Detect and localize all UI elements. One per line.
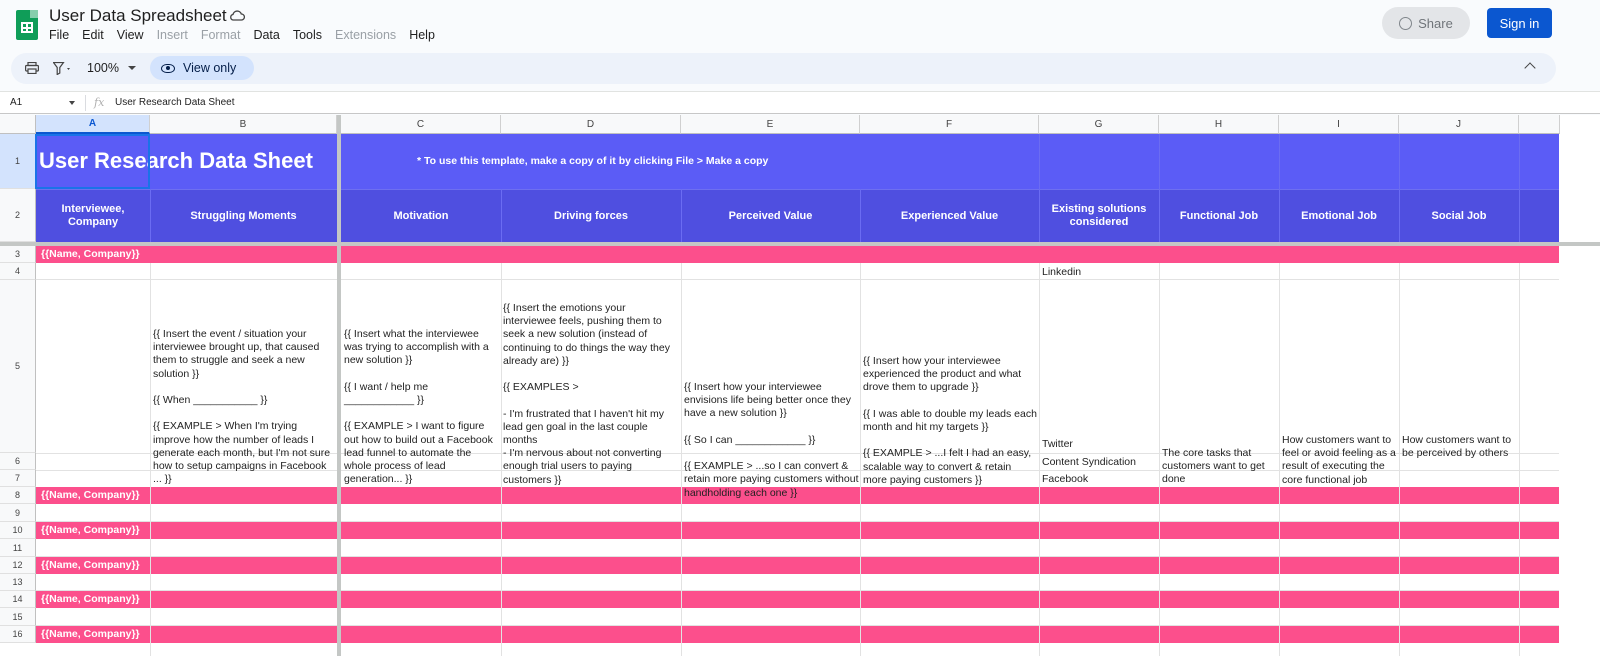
sheets-logo-icon[interactable]: [16, 10, 38, 40]
row-header-16[interactable]: 16: [0, 626, 36, 643]
cloud-saved-icon[interactable]: [229, 10, 245, 21]
menu-help[interactable]: Help: [409, 28, 435, 42]
column-header-d[interactable]: D: [501, 115, 681, 134]
row-header-9[interactable]: 9: [0, 504, 36, 522]
view-only-button[interactable]: [150, 56, 254, 80]
gridline: [36, 556, 1559, 557]
existing-solution-cell[interactable]: Facebook: [1042, 473, 1089, 485]
name-company-cell[interactable]: {{Name, Company}}: [41, 559, 140, 571]
row-header-7[interactable]: 7: [0, 470, 36, 487]
menu-bar: [49, 28, 448, 42]
perceived-value-cell[interactable]: {{ Insert how your interviewee envisions life being better once they have a new solution }} {{ So I can ____________ }} {{ EXAMPLE > ...so I can convert & retain more paying customers without handholding each one }}: [684, 381, 859, 499]
menu-tools[interactable]: Tools: [292, 28, 323, 42]
column-header-a[interactable]: A: [36, 115, 150, 134]
row-header-2[interactable]: 2: [0, 189, 36, 242]
column-header-k[interactable]: [1519, 115, 1560, 134]
toolbar: [11, 53, 1556, 84]
menu-edit[interactable]: Edit: [82, 28, 104, 42]
eye-icon: [161, 64, 175, 73]
experienced-value-cell[interactable]: {{ Insert how your interviewee experienced the product and what drove them to upgrade }} {{ I was able to double my leads each month and hit my targets }} {{ EXAMPLE > ...I felt I had an easy, scalable way to convert & retain more paying customers }}: [863, 355, 1037, 486]
header-social-job[interactable]: Social Job: [1431, 209, 1487, 222]
row-header-3[interactable]: 3: [0, 246, 36, 263]
header-existing-solutions[interactable]: Existing solutions considered: [1051, 203, 1147, 228]
name-row-band: [36, 626, 1559, 643]
menu-data[interactable]: Data: [253, 28, 280, 42]
collapse-menus-icon[interactable]: [1524, 62, 1535, 73]
select-all-corner[interactable]: [0, 115, 36, 134]
print-icon[interactable]: [25, 62, 39, 74]
gridline: [1039, 263, 1040, 656]
sign-in-button[interactable]: Sign in: [1487, 8, 1552, 38]
row-header-14[interactable]: 14: [0, 591, 36, 608]
gridline: [681, 263, 682, 656]
column-header-j[interactable]: J: [1399, 115, 1519, 134]
gridline: [860, 263, 861, 656]
row-header-8[interactable]: 8: [0, 487, 36, 504]
fx-icon: fx: [94, 96, 105, 109]
header-functional-job[interactable]: Functional Job: [1179, 209, 1259, 222]
existing-solution-cell[interactable]: Linkedin: [1042, 266, 1082, 278]
formula-input[interactable]: User Research Data Sheet: [115, 97, 235, 108]
menu-extensions[interactable]: Extensions: [335, 28, 397, 42]
name-row-band: [36, 246, 1559, 263]
header-motivation[interactable]: Motivation: [393, 209, 449, 222]
document-title[interactable]: User Data Spreadsheet: [49, 6, 227, 25]
formula-separator: [85, 95, 86, 111]
header-interviewee[interactable]: Interviewee, Company: [61, 203, 125, 228]
name-company-cell[interactable]: {{Name, Company}}: [41, 524, 140, 536]
gridline: [150, 263, 151, 656]
motivation-cell[interactable]: {{ Insert what the interviewee was trying to accomplish with a new solution }} {{ I want / help me ____________ }} {{ EXAMPLE > I want to figure out how to build out a Facebook lead funnel to automate the whole process of lead generation... }}: [344, 328, 493, 486]
emotional-job-cell[interactable]: How customers want to feel or avoid feeling as a result of executing the core functional job: [1282, 434, 1396, 486]
column-header-i[interactable]: I: [1279, 115, 1399, 134]
share-button[interactable]: [1382, 7, 1470, 39]
zoom-dropdown-icon[interactable]: [128, 66, 136, 70]
social-job-cell[interactable]: How customers want to be perceived by others: [1402, 434, 1512, 460]
name-box-dropdown-icon[interactable]: [69, 101, 75, 105]
gridline: [36, 625, 1559, 626]
header-emotional-job[interactable]: Emotional Job: [1301, 209, 1377, 222]
struggling-moments-cell[interactable]: {{ Insert the event / situation your interviewee brought up, that caused them to struggle and seek a new solution }} {{ When ___________ }} {{ EXAMPLE > When I'm trying improve how the number of leads I generate each month, but I'm not sure how to setup campaigns in Facebook ... }}: [153, 328, 331, 486]
copy-template-note[interactable]: * To use this template, make a copy of it by clicking File > Make a copy: [417, 155, 769, 167]
row-header-4[interactable]: 4: [0, 263, 36, 280]
name-row-band: [36, 591, 1559, 608]
row-header-1[interactable]: 1: [0, 134, 36, 189]
filter-icon[interactable]: [53, 62, 73, 75]
name-row-band: [36, 522, 1559, 539]
gridline: [501, 263, 502, 656]
gridline: [36, 590, 1559, 591]
gridline: [1519, 134, 1520, 243]
view-only-label: View only: [183, 61, 237, 75]
row-header-10[interactable]: 10: [0, 522, 36, 539]
existing-solution-cell[interactable]: Twitter: [1042, 438, 1073, 450]
header-perceived-value[interactable]: Perceived Value: [728, 209, 813, 222]
sheet-title-cell[interactable]: User Research Data Sheet: [39, 148, 313, 173]
row-header-6[interactable]: 6: [0, 453, 36, 470]
column-header-e[interactable]: E: [681, 115, 860, 134]
row-header-11[interactable]: 11: [0, 539, 36, 557]
column-header-f[interactable]: F: [860, 115, 1039, 134]
menu-insert[interactable]: Insert: [156, 28, 188, 42]
name-box[interactable]: A1: [10, 97, 23, 108]
existing-solution-cell[interactable]: Content Syndication: [1042, 456, 1136, 468]
gridline: [1279, 263, 1280, 656]
driving-forces-cell[interactable]: {{ Insert the emotions your interviewee feels, pushing them to seek a new solution (instead of continuing to do things the way they already are) }} {{ EXAMPLES > - I'm frustrated that I haven't hit my lead gen goal in the last couple months - I'm nervous about not converting enough trial users to paying customers }}: [503, 302, 670, 486]
gridline: [1519, 263, 1520, 656]
menu-format[interactable]: Format: [200, 28, 241, 42]
menu-file[interactable]: File: [49, 28, 70, 42]
row-header-15[interactable]: 15: [0, 608, 36, 626]
column-header-g[interactable]: G: [1039, 115, 1159, 134]
menu-view[interactable]: View: [116, 28, 144, 42]
row-header-13[interactable]: 13: [0, 574, 36, 591]
row-header-5[interactable]: 5: [0, 280, 36, 453]
column-header-h[interactable]: H: [1159, 115, 1279, 134]
globe-icon: [1399, 17, 1412, 30]
gridline: [36, 521, 1559, 522]
gridline: [1159, 263, 1160, 656]
share-label: Share: [1418, 15, 1453, 31]
row-header-12[interactable]: 12: [0, 557, 36, 574]
gridline: [1399, 263, 1400, 656]
header-experienced-value[interactable]: Experienced Value: [900, 209, 999, 222]
name-company-cell[interactable]: {{Name, Company}}: [41, 593, 140, 605]
name-company-cell[interactable]: {{Name, Company}}: [41, 628, 140, 640]
name-company-cell[interactable]: {{Name, Company}}: [41, 248, 140, 260]
sheet-grid[interactable]: [0, 115, 1600, 656]
header-struggling-moments[interactable]: Struggling Moments: [190, 209, 297, 222]
column-header-b[interactable]: B: [150, 115, 337, 134]
title-bar: [0, 0, 1600, 52]
name-company-cell[interactable]: {{Name, Company}}: [41, 489, 140, 501]
column-header-c[interactable]: C: [341, 115, 501, 134]
gridline: [36, 279, 1559, 280]
functional-job-cell[interactable]: The core tasks that customers want to get done: [1162, 447, 1265, 486]
header-driving-forces[interactable]: Driving forces: [554, 209, 628, 222]
zoom-select[interactable]: 100%: [87, 61, 119, 75]
selected-cell-outline: [35, 134, 150, 189]
formula-bar: [0, 91, 1600, 114]
name-row-band: [36, 557, 1559, 574]
